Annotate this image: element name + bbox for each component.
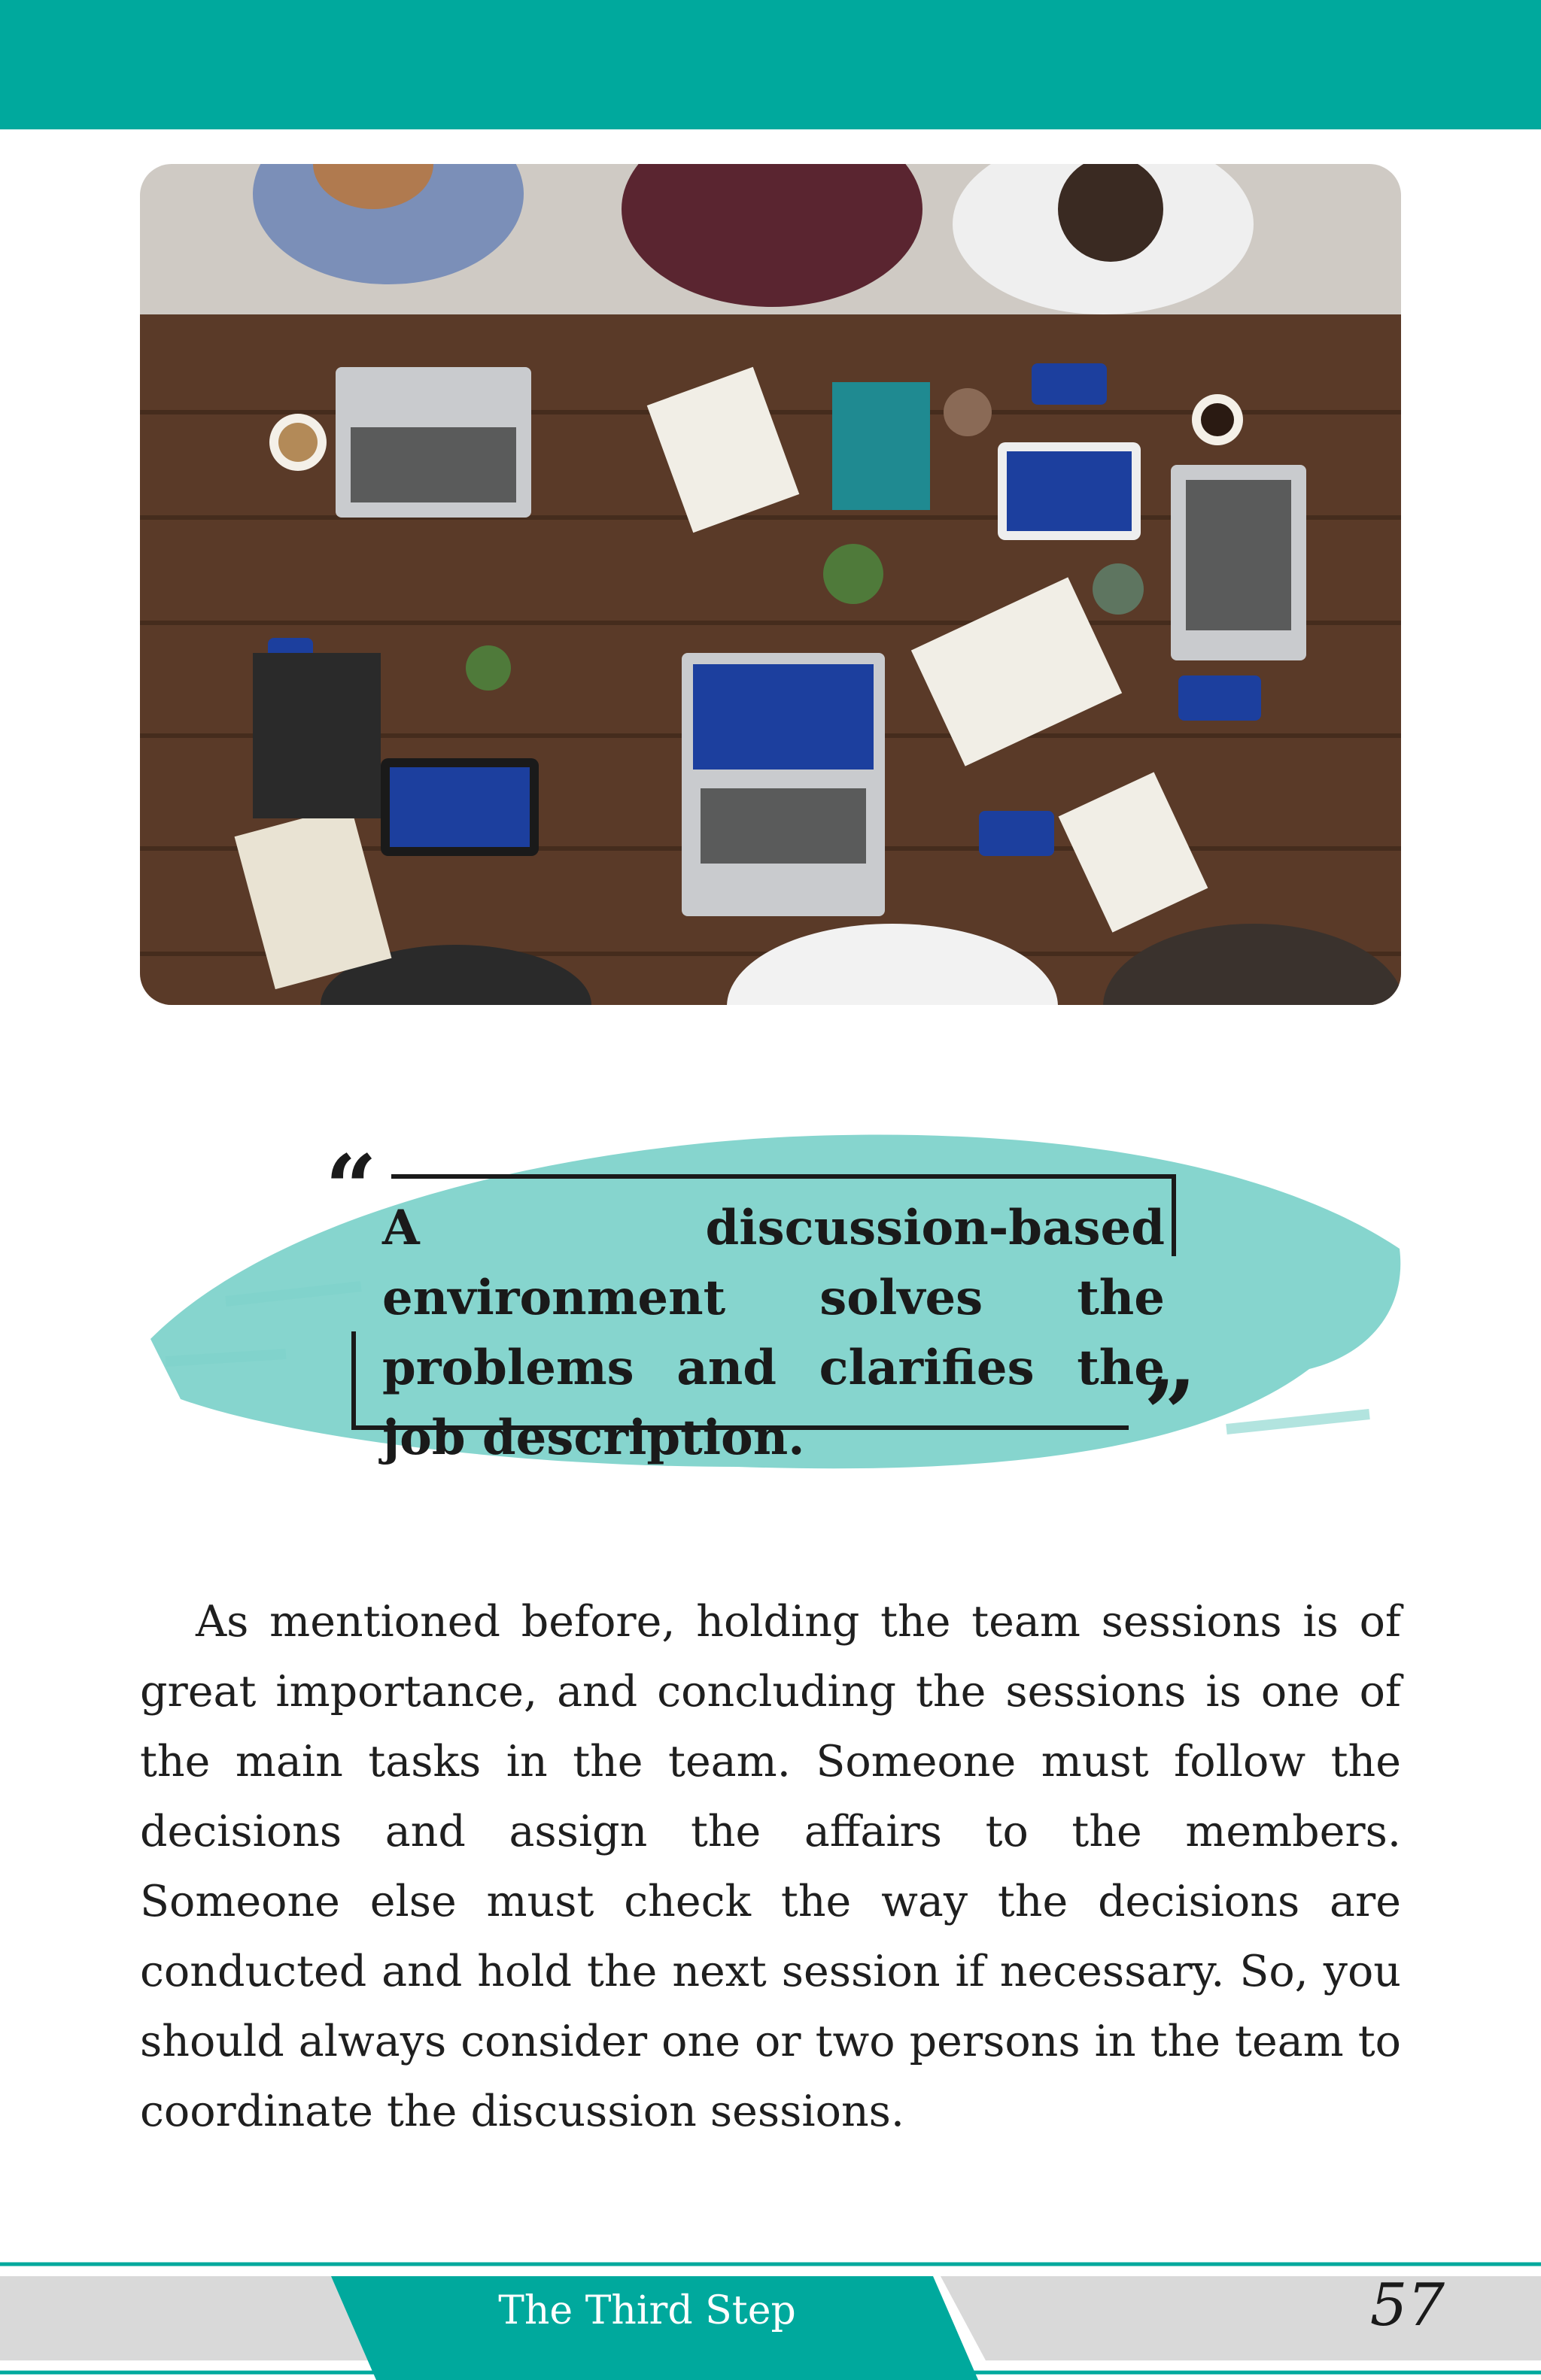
- page-number: 57: [1369, 2272, 1445, 2339]
- page-footer: [0, 2249, 1541, 2380]
- pull-quote: [135, 1113, 1415, 1489]
- chapter-label: The Third Step: [498, 2288, 796, 2333]
- header-band: [0, 0, 1541, 129]
- team-meeting-photo: [140, 164, 1401, 1005]
- quote-text: A discussion-based environment solves the problems and clarifies the job description.: [382, 1200, 1165, 1466]
- open-quote-icon: “: [325, 1135, 378, 1241]
- close-quote-icon: ”: [1144, 1361, 1196, 1467]
- body-paragraph: As mentioned before, holding the team sessions is of great importance, and concluding the sessions is one of the main tasks in the team. Someone must follow the decisions and assign the affairs to the members. Someone else must check the way the decisions are conducted and hold the next session if necessary. So, you should always consider one or two persons in the team to coordinate the discussion sessions.: [140, 1597, 1401, 2136]
